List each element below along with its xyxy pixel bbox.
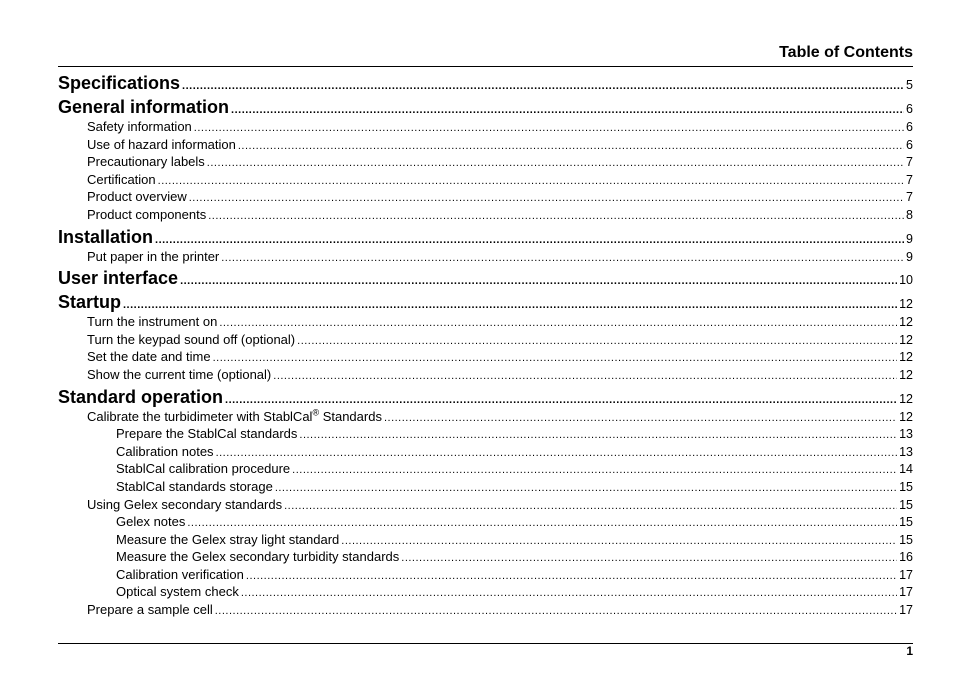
toc-entry-title[interactable] — [87, 366, 271, 384]
toc-entry[interactable] — [58, 408, 913, 426]
toc-entry-title[interactable] — [87, 118, 192, 136]
toc-entry-page[interactable]: 12 — [899, 391, 913, 406]
toc-entry-title[interactable] — [87, 408, 382, 426]
toc-entry[interactable] — [58, 291, 913, 313]
toc-entry[interactable] — [58, 313, 913, 331]
dot-leader — [273, 368, 897, 386]
toc-entry-title-text: Prepare the StablCal standards — [116, 426, 298, 442]
toc-entry-title[interactable] — [116, 425, 297, 443]
toc-entry-page[interactable]: 10 — [899, 273, 913, 288]
toc-entry-page[interactable]: 7 — [906, 155, 913, 170]
dot-leader — [341, 533, 897, 551]
toc-entry-page[interactable]: 15 — [899, 532, 913, 547]
toc-entry-title[interactable] — [58, 386, 223, 408]
toc-entry-page[interactable]: 12 — [899, 315, 913, 330]
toc-entry-title-text: Startup — [58, 292, 121, 313]
dot-leader — [221, 250, 904, 268]
toc-entry-title-text: Calibration notes — [116, 443, 214, 459]
toc-entry-page[interactable]: 12 — [899, 350, 913, 365]
toc-entry[interactable] — [58, 136, 913, 154]
toc-entry-title[interactable] — [87, 188, 187, 206]
dot-leader — [297, 333, 897, 351]
dot-leader — [207, 155, 904, 173]
toc-entry-title[interactable] — [58, 96, 229, 118]
dot-leader — [158, 173, 904, 191]
toc-entry[interactable] — [58, 496, 913, 514]
toc-entry[interactable] — [58, 96, 913, 118]
dot-leader — [384, 410, 897, 428]
table-of-contents — [58, 70, 913, 619]
toc-entry[interactable] — [58, 226, 913, 248]
page-header — [58, 42, 913, 67]
toc-entry-title-text: Calibration verification — [116, 566, 244, 582]
toc-entry-title[interactable] — [87, 313, 217, 331]
dot-leader — [180, 270, 897, 292]
toc-entry-title[interactable] — [58, 72, 180, 94]
toc-entry-title-text: Precautionary labels — [87, 154, 205, 170]
toc-entry-title[interactable] — [87, 601, 213, 619]
toc-entry-title[interactable] — [87, 348, 211, 366]
toc-entry-title[interactable] — [116, 531, 339, 549]
page-number: 1 — [906, 644, 913, 658]
toc-entry-page[interactable]: 6 — [906, 137, 913, 152]
dot-leader — [216, 445, 898, 463]
toc-entry-title-text: Show the current time (optional) — [87, 366, 272, 382]
dot-leader — [189, 190, 904, 208]
toc-entry[interactable] — [58, 331, 913, 349]
toc-entry-title-text: Measure the Gelex stray light standard — [116, 531, 340, 547]
toc-entry-page[interactable]: 17 — [899, 567, 913, 582]
toc-entry-title-text: Product components — [87, 206, 207, 222]
toc-entry-title[interactable] — [58, 226, 153, 248]
dot-leader — [299, 427, 897, 445]
toc-entry-title[interactable] — [87, 206, 206, 224]
toc-entry-title-text: Standard operation — [58, 386, 224, 407]
toc-entry-page[interactable]: 7 — [906, 190, 913, 205]
toc-entry[interactable] — [58, 386, 913, 408]
toc-entry[interactable] — [58, 153, 913, 171]
toc-entry-page[interactable]: 15 — [899, 479, 913, 494]
toc-entry-title-text: Certification — [87, 171, 156, 187]
dot-leader — [401, 550, 897, 568]
toc-entry[interactable] — [58, 548, 913, 566]
toc-entry-title-text: Gelex notes — [116, 514, 186, 530]
toc-entry-title-text: Product overview — [87, 189, 187, 205]
toc-entry-page[interactable]: 12 — [899, 332, 913, 347]
toc-entry-title-text: Put paper in the printer — [87, 248, 220, 264]
dot-leader — [213, 350, 898, 368]
toc-entry[interactable] — [58, 478, 913, 496]
toc-entry[interactable] — [58, 188, 913, 206]
toc-entry-title-text: StablCal standards storage — [116, 478, 273, 494]
toc-entry[interactable] — [58, 248, 913, 266]
dot-leader — [219, 315, 897, 333]
toc-entry-title[interactable] — [87, 248, 219, 266]
toc-entry-title-text: Measure the Gelex secondary turbidity standards — [116, 549, 400, 565]
toc-entry-title[interactable] — [116, 566, 244, 584]
toc-entry-title-text: StablCal calibration procedure — [116, 461, 291, 477]
dot-leader — [284, 498, 897, 516]
toc-entry[interactable] — [58, 206, 913, 224]
toc-entry[interactable] — [58, 601, 913, 619]
toc-entry[interactable] — [58, 566, 913, 584]
toc-entry-title[interactable] — [116, 478, 273, 496]
toc-entry-title-suffix: Standards — [319, 408, 382, 424]
toc-entry[interactable] — [58, 460, 913, 478]
toc-entry-page[interactable]: 6 — [906, 120, 913, 134]
toc-entry[interactable] — [58, 531, 913, 549]
toc-entry[interactable] — [58, 443, 913, 461]
dot-leader — [155, 229, 904, 251]
dot-leader — [182, 75, 904, 97]
toc-entry-page[interactable]: 17 — [899, 585, 913, 600]
dot-leader — [292, 462, 897, 480]
toc-entry-page[interactable]: 9 — [906, 231, 913, 246]
toc-entry-title-text: Set the date and time — [87, 349, 211, 365]
toc-entry-title[interactable] — [116, 513, 185, 531]
registered-mark: ® — [312, 407, 320, 418]
toc-entry[interactable] — [58, 583, 913, 601]
toc-entry-title[interactable] — [116, 583, 239, 601]
toc-entry-page[interactable]: 6 — [906, 102, 913, 116]
toc-entry[interactable] — [58, 366, 913, 384]
toc-entry-page[interactable]: 15 — [899, 497, 913, 512]
toc-entry-page[interactable]: 13 — [899, 444, 913, 459]
toc-entry-title-text: Turn the instrument on — [87, 314, 218, 330]
toc-entry-title[interactable] — [87, 136, 236, 154]
toc-entry-page[interactable]: 8 — [906, 207, 913, 222]
toc-entry-page[interactable]: 14 — [899, 462, 913, 477]
dot-leader — [208, 208, 904, 226]
toc-entry-title-text: Calibrate the turbidimeter with StablCal — [87, 408, 313, 424]
toc-entry[interactable] — [58, 118, 913, 136]
toc-entry-title-text: Turn the keypad sound off (optional) — [87, 331, 296, 347]
toc-entry-title[interactable] — [116, 443, 214, 461]
page-title: Table of Contents — [779, 44, 913, 61]
toc-entry-page[interactable]: 15 — [899, 515, 913, 530]
toc-entry-page[interactable]: 13 — [899, 427, 913, 442]
toc-entry[interactable] — [58, 171, 913, 189]
toc-entry[interactable] — [58, 267, 913, 289]
toc-entry-page[interactable]: 5 — [906, 78, 913, 92]
toc-entry-title[interactable] — [58, 291, 121, 313]
page-footer — [58, 643, 913, 658]
toc-entry-title-text: Optical system check — [116, 584, 239, 600]
dot-leader — [123, 294, 897, 316]
dot-leader — [246, 568, 897, 586]
toc-entry-title-text: General information — [58, 97, 230, 117]
toc-entry-title[interactable] — [87, 153, 205, 171]
toc-entry-title-text: Installation — [58, 226, 154, 247]
toc-entry-page[interactable]: 7 — [906, 172, 913, 187]
toc-entry-title-text: Using Gelex secondary standards — [87, 496, 283, 512]
toc-entry-title[interactable] — [87, 331, 295, 349]
toc-entry-page[interactable]: 17 — [899, 603, 913, 618]
toc-entry-title-text: User interface — [58, 268, 179, 289]
toc-entry-page[interactable]: 12 — [899, 367, 913, 382]
dot-leader — [215, 603, 897, 621]
dot-leader — [275, 480, 897, 498]
toc-entry-page[interactable]: 12 — [899, 409, 913, 424]
toc-entry-title[interactable] — [87, 496, 282, 514]
toc-entry-page[interactable]: 16 — [899, 550, 913, 565]
toc-entry-title[interactable] — [116, 548, 399, 566]
dot-leader — [194, 120, 904, 138]
toc-entry[interactable] — [58, 425, 913, 443]
toc-entry[interactable] — [58, 348, 913, 366]
toc-entry-title-text: Prepare a sample cell — [87, 602, 213, 618]
toc-entry[interactable] — [58, 72, 913, 94]
toc-entry-title[interactable] — [116, 460, 290, 478]
dot-leader — [231, 99, 904, 121]
toc-entry-title-text: Specifications — [58, 73, 181, 93]
toc-entry[interactable] — [58, 513, 913, 531]
toc-entry-page[interactable]: 12 — [899, 297, 913, 312]
toc-entry-title-text: Use of hazard information — [87, 136, 236, 152]
toc-entry-title-text: Safety information — [87, 119, 192, 134]
toc-entry-title[interactable] — [58, 267, 178, 289]
toc-entry-title[interactable] — [87, 171, 156, 189]
dot-leader — [238, 138, 904, 156]
dot-leader — [241, 585, 897, 603]
toc-entry-page[interactable]: 9 — [906, 249, 913, 264]
